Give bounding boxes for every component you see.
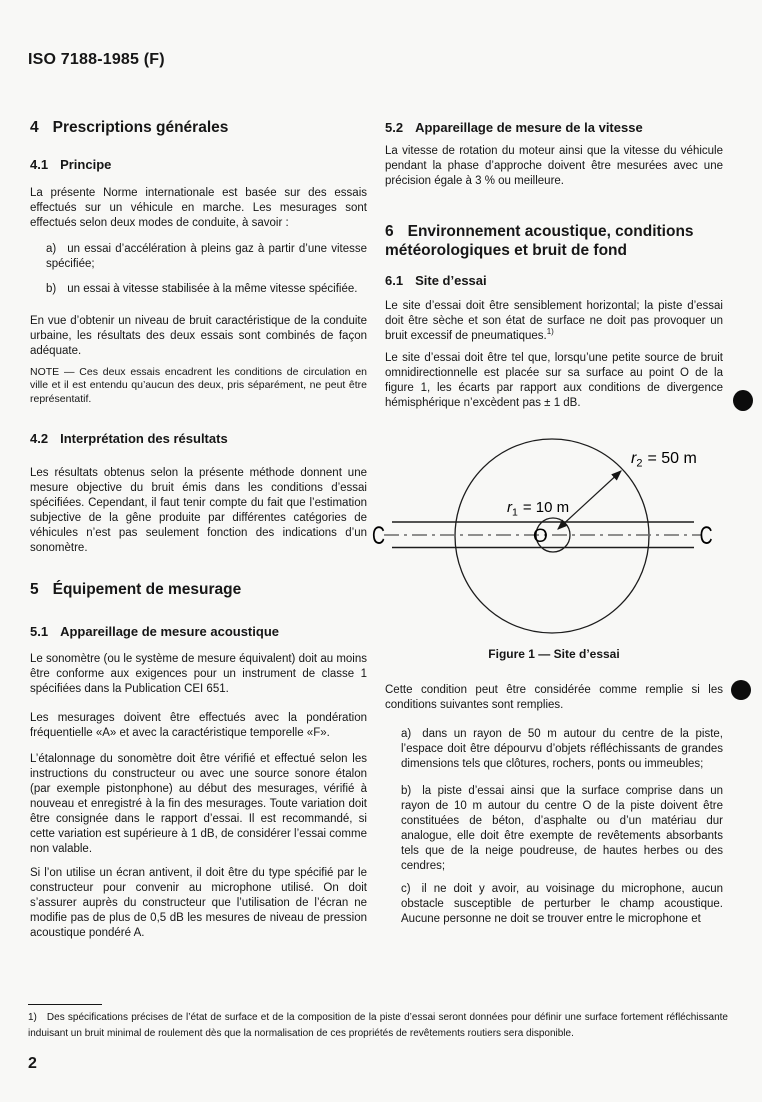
paragraph-sound-level-meter: Le sonomètre (ou le système de mesure équivalent) doit au moins être conforme aux exigences pour un instrument de classe 1 spécifiées dans la Publication CEI 651. bbox=[30, 653, 367, 696]
section-title: Prescriptions générales bbox=[52, 119, 229, 136]
footnote-text: Des spécifications précises de l’état de surface et de la composition de la piste d’essai seront données pour définir une surface fortement réfléchissante induisant un bruit minimal de roulement dès que la normalisation de ces propriétés de revêtements routiers sera disponible. bbox=[28, 1012, 728, 1039]
r1-value: = 10 m bbox=[522, 499, 570, 516]
section-number: 4.2 bbox=[30, 431, 49, 447]
site-figure bbox=[372, 428, 724, 644]
right-column-bottom bbox=[385, 681, 723, 927]
list-text: un essai à vitesse stabilisée à la même vitesse spécifiée. bbox=[67, 283, 358, 295]
road-label-right: C bbox=[699, 521, 713, 550]
list-item-c bbox=[401, 882, 723, 927]
section-number: 5 bbox=[30, 581, 39, 599]
section-number: 4.1 bbox=[30, 157, 49, 172]
section-number: 6.1 bbox=[385, 273, 404, 288]
section-title: Principe bbox=[60, 157, 112, 172]
list-marker: a) bbox=[46, 243, 57, 255]
list-item-a bbox=[46, 242, 367, 272]
paragraph-conditions: Cette condition peut être considérée comme remplie si les conditions suivantes sont remplies. bbox=[385, 684, 723, 711]
list-item-a bbox=[401, 727, 723, 772]
r2-value: = 50 m bbox=[647, 450, 697, 467]
paragraph-text: Le site d’essai doit être sensiblement horizontal; la piste d’essai doit être sèche et son état de surface ne doit pas provoquer un bruit excessif de pneumatiques. bbox=[385, 300, 723, 342]
registration-dot bbox=[731, 680, 751, 700]
r1-subscript: 1 bbox=[512, 506, 518, 519]
paragraph-speed-measure: La vitesse de rotation du moteur ainsi que la vitesse du véhicule pendant la phase d’approche doivent être mesurées avec une précision égale à 3 % ou meilleure. bbox=[385, 145, 723, 187]
paragraph-weighting: Les mesurages doivent être effectués avec la pondération fréquentielle «A» et avec la caractéristique temporelle «F». bbox=[30, 712, 367, 740]
road-label-left: C bbox=[372, 521, 385, 550]
registration-dot bbox=[733, 390, 753, 411]
section-5-1-heading bbox=[30, 623, 367, 640]
footnote-reference: 1) bbox=[546, 327, 554, 337]
section-title: Site d’essai bbox=[415, 273, 487, 288]
section-number: 5.1 bbox=[30, 624, 49, 640]
left-column bbox=[30, 112, 367, 941]
list-text: dans un rayon de 50 m autour du centre de la piste, l’espace doit être dépourvu d’objets réfléchissants de grandes dimensions tels que clôtures, rochers, ponts ou immeubles; bbox=[401, 728, 723, 770]
right-column-top bbox=[385, 112, 723, 411]
page-number: 2 bbox=[28, 1055, 37, 1072]
paragraph-test-site bbox=[385, 299, 723, 344]
r1-label bbox=[507, 499, 569, 519]
paragraph-divergence: Le site d’essai doit être tel que, lorsqu’une petite source de bruit omnidirectionnelle est placée sur sa surface au point O de la figure 1, les écarts par rapport aux conditions de divergence hémisphérique n’excèdent pas ± 1 dB. bbox=[385, 352, 723, 409]
footnote bbox=[28, 1010, 728, 1042]
list-text: il ne doit y avoir, au voisinage du microphone, aucun obstacle susceptible de perturber le champ acoustique. Aucune personne ne doit se trouver entre le microphone et bbox=[401, 883, 723, 925]
footnote-marker: 1) bbox=[28, 1012, 37, 1023]
section-title: Équipement de mesurage bbox=[52, 581, 242, 599]
figure-caption: Figure 1 — Site d’essai bbox=[488, 647, 620, 661]
list-marker: b) bbox=[46, 283, 57, 295]
r2-label bbox=[631, 450, 697, 470]
section-number: 4 bbox=[30, 119, 39, 136]
section-number: 5.2 bbox=[385, 120, 404, 135]
r2-subscript: 2 bbox=[636, 457, 643, 470]
list-text: la piste d’essai ainsi que la surface comprise dans un rayon de 10 m autour du centre O de la piste doivent être constituées de béton, d’asphalte ou d’un matériau dur analogue, elle doit être exempte de revêtements absorbants tels que de la neige poudreuse, de hautes herbes ou des cendres; bbox=[401, 785, 723, 872]
section-title: Interprétation des résultats bbox=[60, 431, 228, 447]
list-marker: c) bbox=[401, 883, 411, 895]
section-5-heading bbox=[30, 580, 367, 599]
paragraph-interpretation: Les résultats obtenus selon la présente méthode donnent une mesure objective du bruit émis dans les conditions d’essai spécifiées. Cependant, il faut tenir compte du fait que l’estimation subjective de la gêne produite par différentes catégories de véhicules n’est pas seulement fonction des indications d’un sonomètre. bbox=[30, 467, 367, 555]
paragraph-calibration: L’étalonnage du sonomètre doit être vérifié et effectué selon les instructions du constructeur ou avec une source sonore étalon (par exemple pistonphone) au début des mesurages, vérifié à nouveau et enregistré à la fin des mesurages. Toute variation doit être consignée dans le rapport d’essai. Il est recommandé, si cette variation est supérieure à 1 dB, de considérer l’essai comme non valable. bbox=[30, 753, 367, 856]
section-6-heading bbox=[385, 222, 723, 260]
list-marker: a) bbox=[401, 728, 412, 740]
section-title: Environnement acoustique, conditions météorologiques et bruit de fond bbox=[385, 223, 694, 259]
r1-symbol: r bbox=[507, 499, 512, 516]
paragraph-windscreen: Si l’on utilise un écran antivent, il doit être du type spécifié par le constructeur pour convenir au microphone utilisé. On doit s’assurer auprès du constructeur que l’utilisation de l’écran ne modifie pas de plus de 0,5 dB les mesures de niveau de pression acoustique pondéré A. bbox=[30, 867, 367, 940]
section-title: Appareillage de mesure acoustique bbox=[60, 624, 279, 640]
list-text: un essai d’accélération à pleins gaz à partir d’une vitesse spécifiée; bbox=[46, 243, 367, 270]
note-paragraph: NOTE — Ces deux essais encadrent les conditions de circulation en ville et il est entendu qu’aucun des deux, pris séparément, ne peut être représentatif. bbox=[30, 366, 367, 405]
origin-label: O bbox=[533, 526, 548, 547]
section-title: Appareillage de mesure de la vitesse bbox=[415, 120, 643, 135]
section-5-2-heading bbox=[385, 119, 723, 136]
list-item-b bbox=[46, 282, 367, 297]
section-4-2-heading bbox=[30, 430, 367, 447]
section-6-1-heading bbox=[385, 272, 723, 289]
section-4-heading bbox=[30, 118, 367, 137]
paragraph-combined-tests: En vue d’obtenir un niveau de bruit caractéristique de la conduite urbaine, les résultats des deux essais sont combinés de façon adéquate. bbox=[30, 315, 367, 357]
paragraph-principle-intro: La présente Norme internationale est basée sur des essais effectués sur un véhicule en marche. Les mesurages sont effectués selon deux modes de conduite, à savoir : bbox=[30, 187, 367, 229]
section-number: 6 bbox=[385, 223, 394, 240]
r2-symbol: r bbox=[631, 450, 637, 467]
list-marker: b) bbox=[401, 785, 412, 797]
document-reference: ISO 7188-1985 (F) bbox=[28, 51, 165, 68]
list-item-b bbox=[401, 784, 723, 874]
footnote-rule bbox=[28, 1004, 102, 1005]
section-4-1-heading bbox=[30, 156, 367, 173]
outer-radius-circle bbox=[455, 439, 649, 633]
